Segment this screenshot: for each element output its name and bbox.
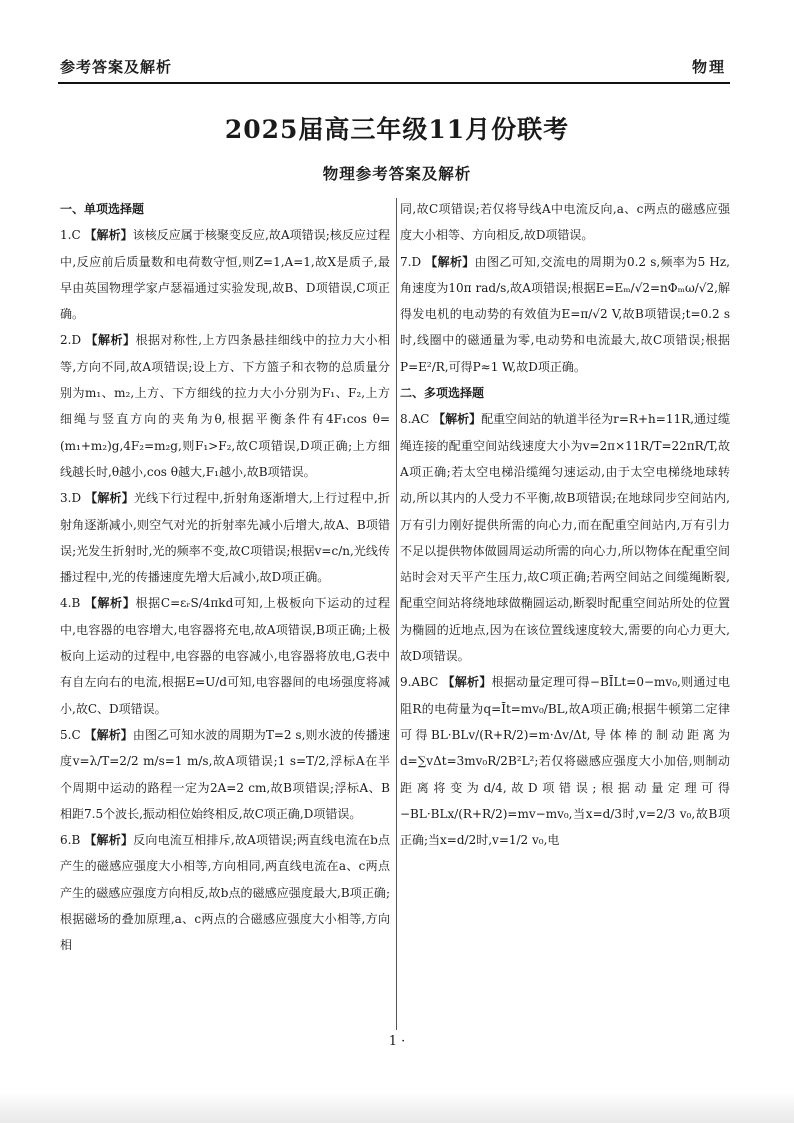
answer-item-1 (60, 222, 390, 327)
answer-item-8 (400, 406, 730, 669)
section-heading-single-choice: 一、单项选择题 (60, 202, 145, 216)
page-header (58, 50, 730, 84)
answer-number: 7.D (400, 254, 422, 269)
analysis-tag: 【解析】 (85, 333, 136, 348)
page-number: 1 · (388, 1034, 406, 1049)
analysis-tag: 【解析】 (84, 727, 133, 742)
analysis-tag: 【解析】 (84, 833, 134, 848)
answer-number: 8.AC (400, 412, 430, 427)
analysis-text: 根据C=εᵣS/4πkd可知,上极板向下运动的过程中,电容器的电容增大,电容器将充电,故A项错误,B项正确;上极板向上运动的过程中,电容器的电容减小,电容器将放电,G表中有自左向右的电流,根据E=U/d可知,电容器间的电场强度将减小,故C、D项错误。 (60, 596, 390, 716)
answer-number: 9.ABC (400, 675, 439, 690)
answer-subtitle: 物理参考答案及解析 (322, 165, 472, 183)
analysis-text: 同,故C项错误;若仅将导线A中电流反向,a、c两点的磁感应强度大小相等、方向相反,故D项错误。 (400, 202, 730, 243)
answer-item-4 (60, 590, 390, 721)
analysis-text: 反向电流互相排斥,故A项错误;两直线电流在b点产生的磁感应强度大小相等,方向相同,两直线电流在a、c两点产生的磁感应强度方向相反,故b点的磁感应强度最大,B项正确;根据磁场的叠加原理,a、c两点的合磁感应强度大小相等,方向相 (60, 833, 390, 953)
answer-number: 5.C (60, 727, 81, 742)
analysis-text: 该核反应属于核聚变反应,故A项错误;核反应过程中,反应前后质量数和电荷数守恒,则Z=1,A=1,故X是质子,最早由英国物理学家卢瑟福通过实验发现,故B、D项错误,C项正确。 (60, 228, 390, 322)
analysis-text: 光线下行过程中,折射角逐渐增大,上行过程中,折射角逐渐减小,则空气对光的折射率先减小后增大,故A、B项错误;光发生折射时,光的频率不变,故C项错误;根据v=c/n,光线传播过程中,光的传播速度先增大后减小,故D项正确。 (60, 491, 390, 585)
right-column (400, 196, 730, 853)
section-heading-multi-choice: 二、多项选择题 (400, 386, 485, 401)
exam-title: 2025届高三年级11月份联考 (224, 115, 570, 144)
analysis-tag: 【解析】 (84, 596, 136, 611)
answer-item-2 (60, 327, 390, 485)
answer-number: 6.B (60, 833, 81, 848)
analysis-tag: 【解析】 (425, 254, 475, 269)
analysis-tag: 【解析】 (442, 675, 492, 690)
answer-item-6-continued (400, 196, 730, 249)
answer-item-3 (60, 485, 390, 590)
answer-number: 2.D (60, 333, 82, 348)
analysis-text: 由图乙可知水波的周期为T=2 s,则水波的传播速度v=λ/T=2/2 m/s=1 m/s,故A项错误;1 s=T/2,浮标A在半个周期中运动的路程一定为2A=2 cm,故B项错误;浮标A、B相距7.5个波长,振动相位始终相反,故C项正确,D项错误。 (60, 727, 390, 821)
answer-item-5 (60, 722, 390, 827)
analysis-tag: 【解析】 (433, 412, 482, 427)
analysis-tag: 【解析】 (84, 228, 133, 243)
left-column (60, 196, 390, 959)
analysis-text: 由图乙可知,交流电的周期为0.2 s,频率为5 Hz,角速度为10π rad/s,故A项错误;根据E=Eₘ/√2=nΦₘω/√2,解得发电机的电动势的有效值为E=π/√2 V,故B项错误;t=0.2 s时,线圈中的磁通量为零,电动势和电流最大,故C项错误;根据P=E²/R,可得P≈1 W,故D项正确。 (400, 254, 730, 374)
scan-edge-shading (0, 1092, 794, 1123)
answer-item-9 (400, 669, 730, 853)
answer-number: 1.C (60, 228, 81, 243)
answer-number: 3.D (60, 491, 82, 506)
analysis-text: 根据动量定理可得−BĪLt=0−mv₀,则通过电阻R的电荷量为q=Īt=mv₀/BL,故A项正确;根据牛顿第二定律可得BL·BLv/(R+R/2)=m·Δv/Δt,导体棒的制动距离为d=∑vΔt=3mv₀R/2B²L²;若仅将磁感应强度大小加倍,则制动距离将变为d/4,故D项错误;根据动量定理可得−BL·BLx/(R+R/2)=mv−mv₀,当x=d/3时,v=2/3 v₀,故B项正确;当x=d/2时,v=1/2 v₀,电 (400, 675, 730, 848)
header-left-label: 参考答案及解析 (60, 58, 173, 76)
analysis-tag: 【解析】 (85, 491, 134, 506)
analysis-text: 根据对称性,上方四条悬挂细线中的拉力大小相等,方向不同,故A项错误;设上方、下方篮子和衣物的总质量分别为m₁、m₂,上方、下方细线的拉力大小分别为F₁、F₂,上方细绳与竖直方向的夹角为θ,根据平衡条件有4F₁cos θ=(m₁+m₂)g,4F₂=m₂g,则F₁>F₂,故C项错误,D项正确;上方细线越长时,θ越小,cos θ越大,F₁越小,故B项错误。 (60, 333, 390, 479)
answer-item-7 (400, 249, 730, 380)
answer-number: 4.B (60, 596, 81, 611)
header-subject-label: 物理 (691, 58, 726, 76)
answer-item-6 (60, 827, 390, 958)
analysis-text: 配重空间站的轨道半径为r=R+h=11R,通过缆绳连接的配重空间站线速度大小为v=2π×11R/T=22πR/T,故A项正确;若太空电梯沿缆绳匀速运动,由于太空电梯绕地球转动,所以其内的人受力不平衡,故B项错误;在地球同步空间站内,万有引力刚好提供所需的向心力,而在配重空间站内,万有引力不足以提供物体做圆周运动所需的向心力,所以物体在配重空间站时会对天平产生压力,故C项正确;若两空间站之间缆绳断裂,配重空间站将绕地球做椭圆运动,断裂时配重空间站所处的位置为椭圆的近地点,因为在该位置线速度较大,需要的向心力更大,故D项错误。 (400, 412, 730, 664)
column-divider (396, 198, 397, 1030)
